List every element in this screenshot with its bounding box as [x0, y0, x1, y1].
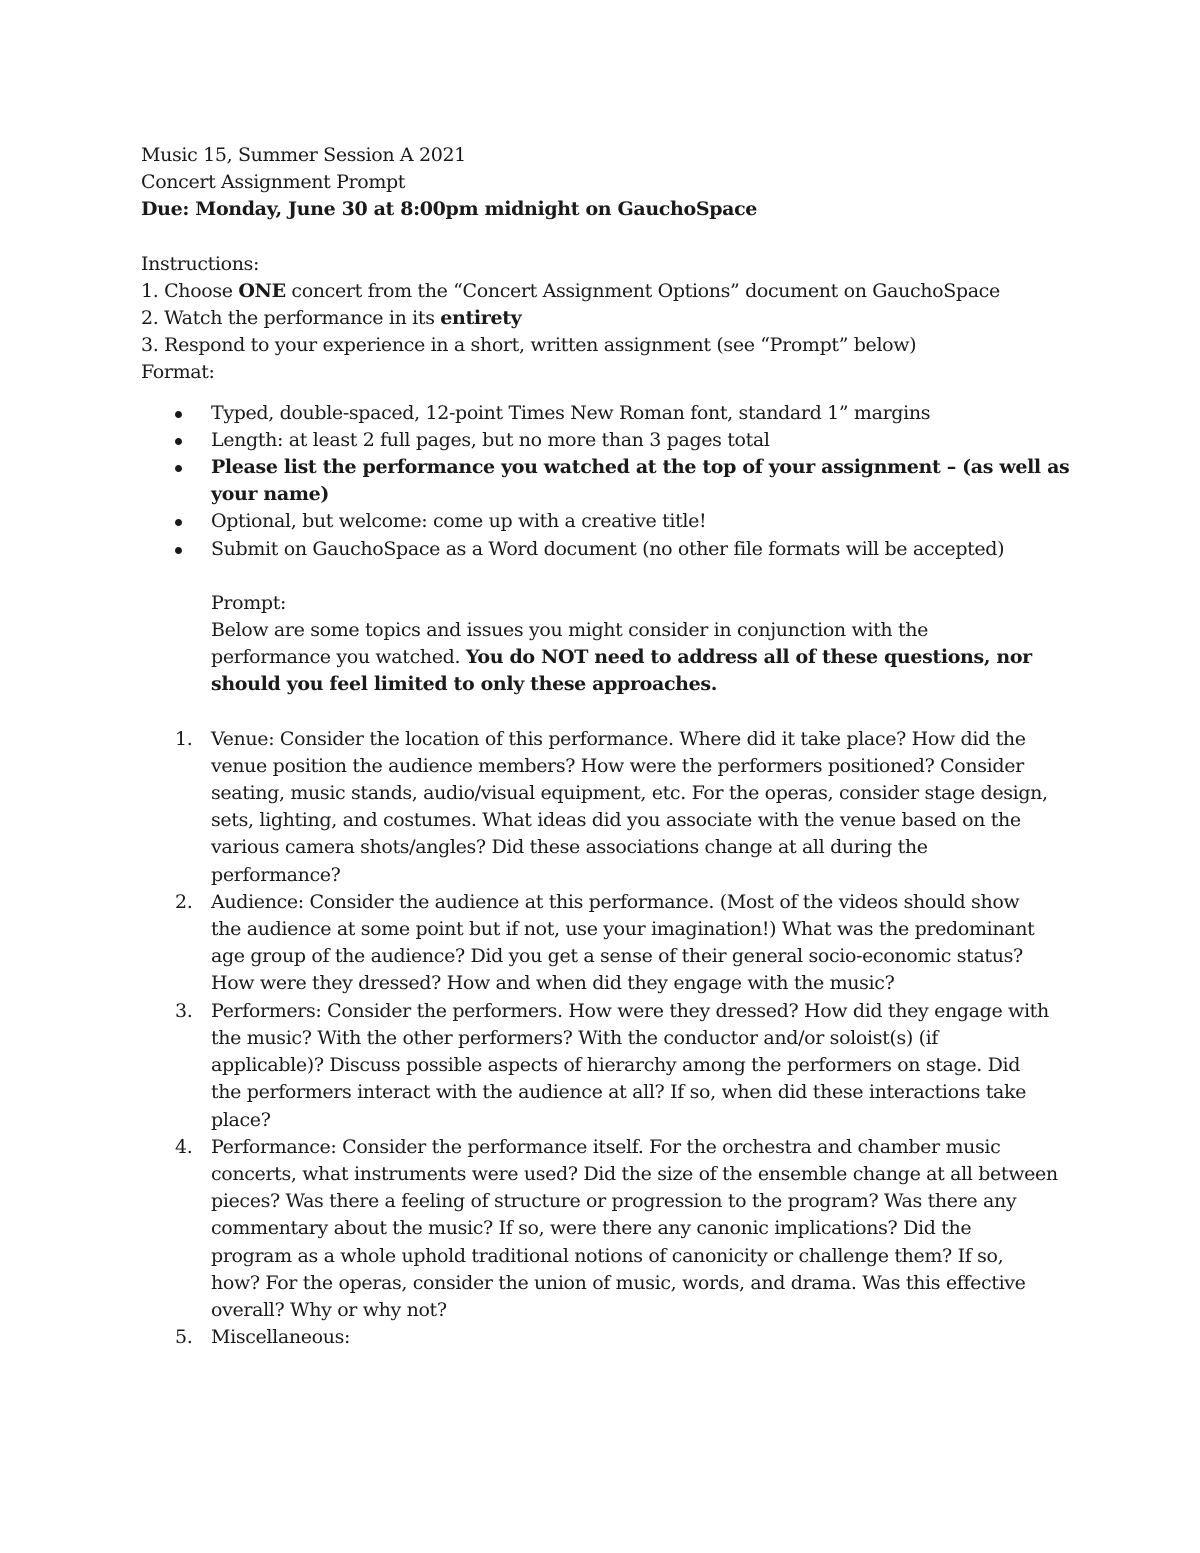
question-line: the audience at some point but if not, use your imagination!) What was the predominant — [211, 918, 1035, 941]
questions-list — [141, 726, 1080, 1352]
bullet-icon — [175, 438, 182, 445]
question-line: overall? Why or why not? — [211, 1298, 447, 1321]
prompt-section — [141, 590, 1080, 699]
assignment-title: Concert Assignment Prompt — [141, 171, 406, 194]
question-item — [141, 1134, 1080, 1324]
question-line: the music? With the other performers? With the conductor and/or soloist(s) (if — [211, 1026, 939, 1049]
question-line: various camera shots/angles? Did these associations change at all during the — [211, 836, 928, 859]
bullet-icon — [175, 519, 182, 526]
due-date-line: Due: Monday, June 30 at 8:00pm midnight on GauchoSpace — [141, 198, 758, 221]
prompt-intro-line-1: Below are some topics and issues you might consider in conjunction with the — [211, 619, 929, 642]
course-line: Music 15, Summer Session A 2021 — [141, 144, 466, 166]
question-line: concerts, what instruments were used? Did the size of the ensemble change at all between — [211, 1162, 1058, 1185]
question-line: commentary about the music? If so, were there any canonic implications? Did the — [211, 1217, 972, 1240]
question-line: how? For the operas, consider the union of music, words, and drama. Was this effective — [211, 1271, 1026, 1294]
question-line: venue position the audience members? How were the performers positioned? Consider — [211, 754, 1024, 777]
step-1-emphasis: ONE — [238, 279, 286, 302]
format-item-text-cont: your name) — [211, 483, 329, 506]
question-line: pieces? Was there a feeling of structure or progression to the program? Was there any — [211, 1190, 1017, 1213]
bullet-icon — [175, 411, 182, 418]
prompt-intro-line-2 — [211, 644, 1080, 671]
question-line: Miscellaneous: — [211, 1326, 351, 1349]
question-line: Audience: Consider the audience at this performance. (Most of the videos should show — [211, 890, 1020, 913]
question-item — [141, 726, 1080, 889]
question-line: place? — [211, 1108, 271, 1131]
format-item-text: Submit on GauchoSpace as a Word document (no other file formats will be accepted) — [211, 537, 1005, 560]
question-number: 2. — [175, 890, 193, 913]
step-2-text: 2. Watch the performance in its — [141, 307, 441, 330]
question-number: 5. — [175, 1326, 193, 1349]
format-list — [141, 400, 1080, 563]
step-2-emphasis: entirety — [440, 307, 522, 330]
question-line: How were they dressed? How and when did they engage with the music? — [211, 972, 895, 995]
list-item — [141, 400, 1080, 427]
question-item — [141, 889, 1080, 998]
question-line: seating, music stands, audio/visual equipment, etc. For the operas, consider stage design, — [211, 782, 1048, 805]
instructions-label: Instructions: — [141, 252, 260, 275]
list-item — [141, 536, 1080, 563]
step-1-text: 1. Choose — [141, 279, 239, 302]
prompt-intro-text: performance you watched. — [211, 646, 466, 669]
prompt-intro-line-3: should you feel limited to only these approaches. — [211, 673, 717, 696]
format-label: Format: — [141, 361, 215, 384]
question-line: Venue: Consider the location of this performance. Where did it take place? How did the — [211, 727, 1026, 750]
format-item-text: Typed, double-spaced, 12-point Times New Roman font, standard 1” margins — [211, 401, 931, 424]
spacer — [141, 224, 1080, 251]
question-line: program as a whole uphold traditional notions of canonicity or challenge them? If so, — [211, 1244, 1004, 1267]
question-item — [141, 998, 1080, 1134]
question-line: Performers: Consider the performers. How were they dressed? How did they engage with — [211, 999, 1049, 1022]
question-number: 1. — [175, 727, 193, 750]
format-item-text: Length: at least 2 full pages, but no more than 3 pages total — [211, 428, 770, 451]
bullet-icon — [175, 465, 182, 472]
question-number: 4. — [175, 1135, 193, 1158]
question-line: the performers interact with the audience at all? If so, when did these interactions take — [211, 1081, 1027, 1104]
question-number: 3. — [175, 999, 193, 1022]
question-line: sets, lighting, and costumes. What ideas did you associate with the venue based on the — [211, 809, 1021, 832]
format-item-text: Optional, but welcome: come up with a creative title! — [211, 510, 707, 533]
list-item — [141, 454, 1080, 508]
prompt-label: Prompt: — [211, 591, 287, 614]
question-item — [141, 1324, 1080, 1351]
question-line: applicable)? Discuss possible aspects of hierarchy among the performers on stage. Did — [211, 1054, 1021, 1077]
instruction-step-2 — [141, 305, 1080, 332]
list-item — [141, 427, 1080, 454]
list-item — [141, 508, 1080, 535]
format-item-text: Please list the performance you watched at the top of your assignment – (as well as — [211, 456, 1070, 479]
question-line: age group of the audience? Did you get a sense of their general socio-economic status? — [211, 945, 1023, 968]
prompt-intro-emphasis: You do NOT need to address all of these questions, nor — [465, 646, 1032, 669]
instruction-step-1 — [141, 278, 1080, 305]
instruction-step-3: 3. Respond to your experience in a short, written assignment (see “Prompt” below) — [141, 334, 917, 357]
question-line: performance? — [211, 863, 341, 886]
step-1-text-end: concert from the “Concert Assignment Options” document on GauchoSpace — [285, 279, 1000, 302]
question-line: Performance: Consider the performance itself. For the orchestra and chamber music — [211, 1135, 1001, 1158]
bullet-icon — [175, 547, 182, 554]
